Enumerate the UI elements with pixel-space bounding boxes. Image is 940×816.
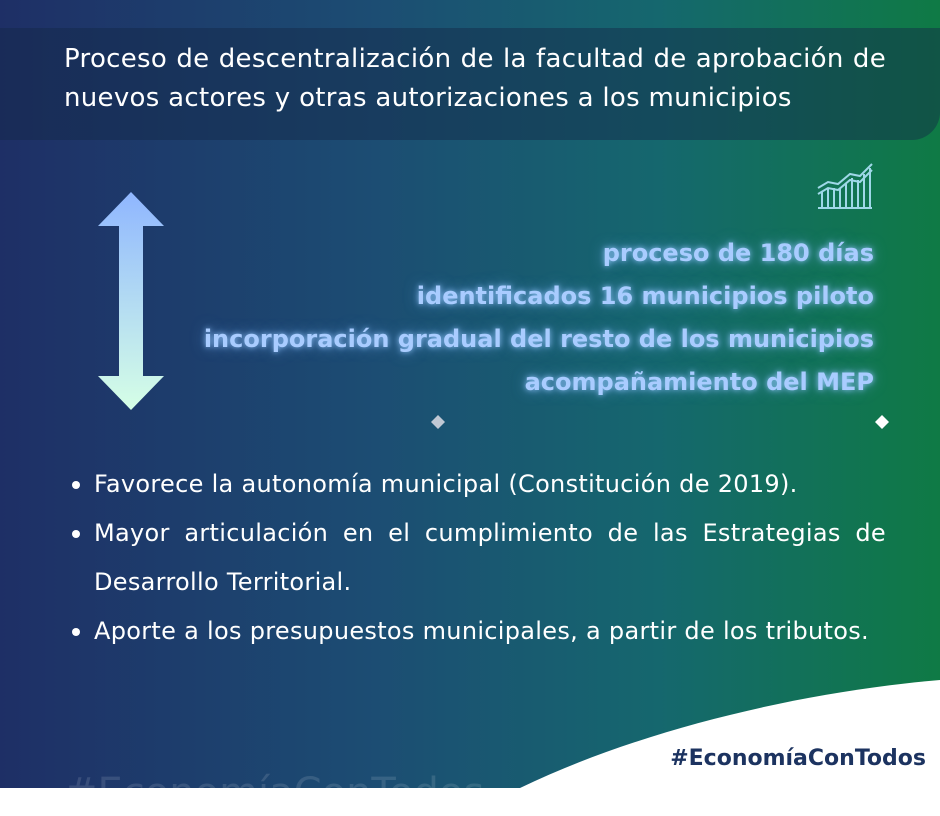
- bullet-list: [72, 460, 886, 656]
- bullet-icon: [72, 530, 80, 538]
- bullet-text: Mayor articulación en el cumplimiento de las Estrategias de Desarrollo Territorial.: [94, 519, 886, 596]
- page-title: Proceso de descentralización de la facultad de aprobación de nuevos actores y otras autorizaciones a los municipios: [64, 44, 886, 113]
- highlight-item: identificados 16 municipios piloto: [416, 282, 874, 310]
- highlight-item: proceso de 180 días: [602, 239, 874, 267]
- list-item: [72, 607, 886, 656]
- chart-lines-icon: [816, 162, 874, 210]
- highlight-item: incorporación gradual del resto de los municipios: [203, 325, 874, 353]
- hashtag-label: #EconomíaConTodos: [670, 746, 926, 771]
- ghost-watermark: #EconomíaConTodos: [64, 770, 485, 816]
- highlight-item: acompañamiento del MEP: [524, 368, 874, 396]
- highlights-list: [114, 232, 874, 404]
- bullet-text: Favorece la autonomía municipal (Constitución de 2019).: [94, 470, 798, 498]
- list-item: [72, 460, 886, 509]
- divider-line: [430, 412, 890, 432]
- bullet-icon: [72, 481, 80, 489]
- list-item: [72, 509, 886, 607]
- bullet-icon: [72, 628, 80, 636]
- bullet-text: Aporte a los presupuestos municipales, a partir de los tributos.: [94, 617, 869, 645]
